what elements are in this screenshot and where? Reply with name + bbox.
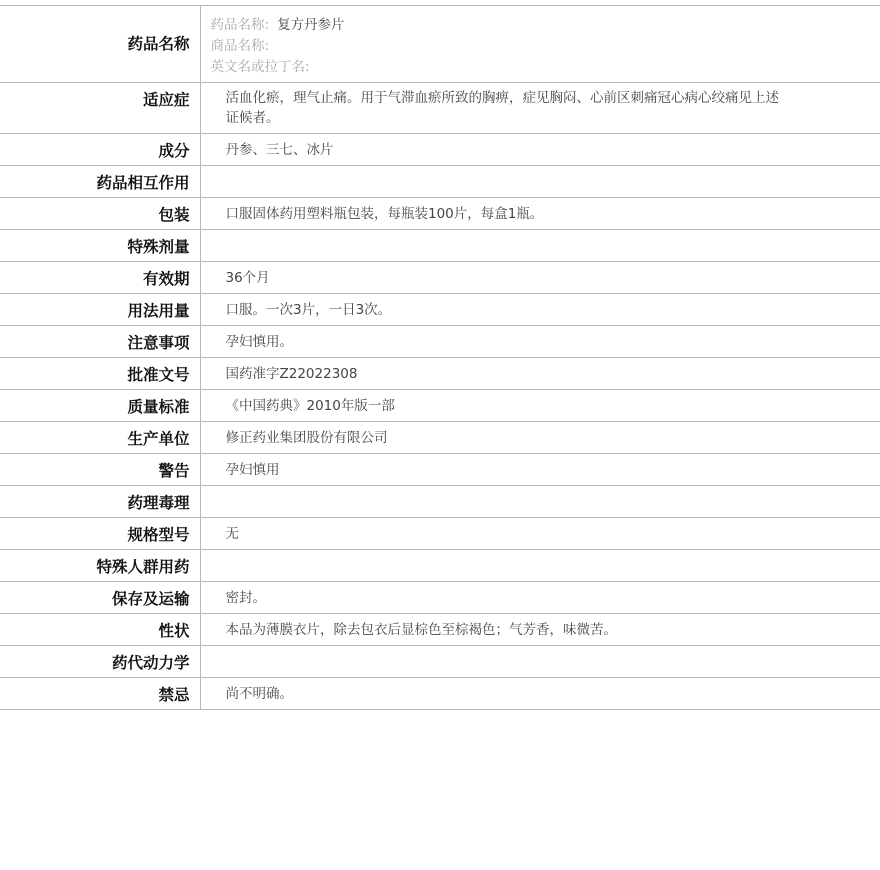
row-label: 用法用量: [0, 294, 200, 326]
row-usage-dosage: [0, 294, 880, 326]
row-label: 保存及运输: [0, 582, 200, 614]
row-value: 密封。: [200, 582, 880, 614]
row-label: 注意事项: [0, 326, 200, 358]
row-appearance: [0, 614, 880, 646]
row-special-populations: [0, 550, 880, 582]
row-approval-number: [0, 358, 880, 390]
row-special-dosage: [0, 230, 880, 262]
row-label: 药品名称: [0, 6, 200, 83]
row-label: 质量标准: [0, 390, 200, 422]
generic-name-line: [211, 15, 791, 36]
row-label: 生产单位: [0, 422, 200, 454]
row-value: [200, 166, 880, 198]
row-label: 药品相互作用: [0, 166, 200, 198]
row-value: 《中国药典》2010年版一部: [200, 390, 880, 422]
row-label: 适应症: [0, 83, 200, 134]
trade-name-key: 商品名称:: [210, 38, 270, 54]
row-value: 国药准字Z22022308: [200, 358, 880, 390]
row-value: 活血化瘀，理气止痛。用于气滞血瘀所致的胸痹，症见胸闷、心前区刺痛冠心病心绞痛见上述证候者。: [200, 83, 880, 134]
drug-info-table: [0, 5, 880, 710]
row-value: 无: [200, 518, 880, 550]
english-name-line: [211, 57, 791, 78]
row-label: 包装: [0, 198, 200, 230]
row-contraindications: [0, 678, 880, 710]
row-label: 有效期: [0, 262, 200, 294]
row-interactions: [0, 166, 880, 198]
row-value: 尚不明确。: [200, 678, 880, 710]
row-specification: [0, 518, 880, 550]
row-packaging: [0, 198, 880, 230]
row-label: 批准文号: [0, 358, 200, 390]
row-value: 丹参、三七、冰片: [200, 134, 880, 166]
generic-name-value: 复方丹参片: [277, 17, 345, 33]
row-value: 口服。一次3片，一日3次。: [200, 294, 880, 326]
row-value: [200, 550, 880, 582]
row-quality-standard: [0, 390, 880, 422]
row-indications: [0, 83, 880, 134]
row-precautions: [0, 326, 880, 358]
row-value: 本品为薄膜衣片，除去包衣后显棕色至棕褐色；气芳香，味微苦。: [200, 614, 880, 646]
row-manufacturer: [0, 422, 880, 454]
row-label: 药理毒理: [0, 486, 200, 518]
english-name-key: 英文名或拉丁名:: [210, 59, 310, 75]
row-pharmacokinetics: [0, 646, 880, 678]
row-drug-name: [0, 6, 880, 83]
row-value: 修正药业集团股份有限公司: [200, 422, 880, 454]
generic-name-key: 药品名称:: [210, 17, 270, 33]
row-value: [200, 230, 880, 262]
row-warning: [0, 454, 880, 486]
row-value: [200, 646, 880, 678]
name-block: [200, 6, 880, 83]
row-shelf-life: [0, 262, 880, 294]
row-label: 警告: [0, 454, 200, 486]
row-label: 药代动力学: [0, 646, 200, 678]
row-storage-transport: [0, 582, 880, 614]
row-pharmacology-toxicology: [0, 486, 880, 518]
row-label: 性状: [0, 614, 200, 646]
row-label: 特殊剂量: [0, 230, 200, 262]
row-label: 禁忌: [0, 678, 200, 710]
row-label: 规格型号: [0, 518, 200, 550]
row-value: 口服固体药用塑料瓶包装，每瓶装100片，每盒1瓶。: [200, 198, 880, 230]
row-label: 成分: [0, 134, 200, 166]
row-label: 特殊人群用药: [0, 550, 200, 582]
row-value: 孕妇慎用: [200, 454, 880, 486]
row-value: 36个月: [200, 262, 880, 294]
row-ingredients: [0, 134, 880, 166]
row-value: 孕妇慎用。: [200, 326, 880, 358]
trade-name-line: [211, 36, 791, 57]
row-value: [200, 486, 880, 518]
